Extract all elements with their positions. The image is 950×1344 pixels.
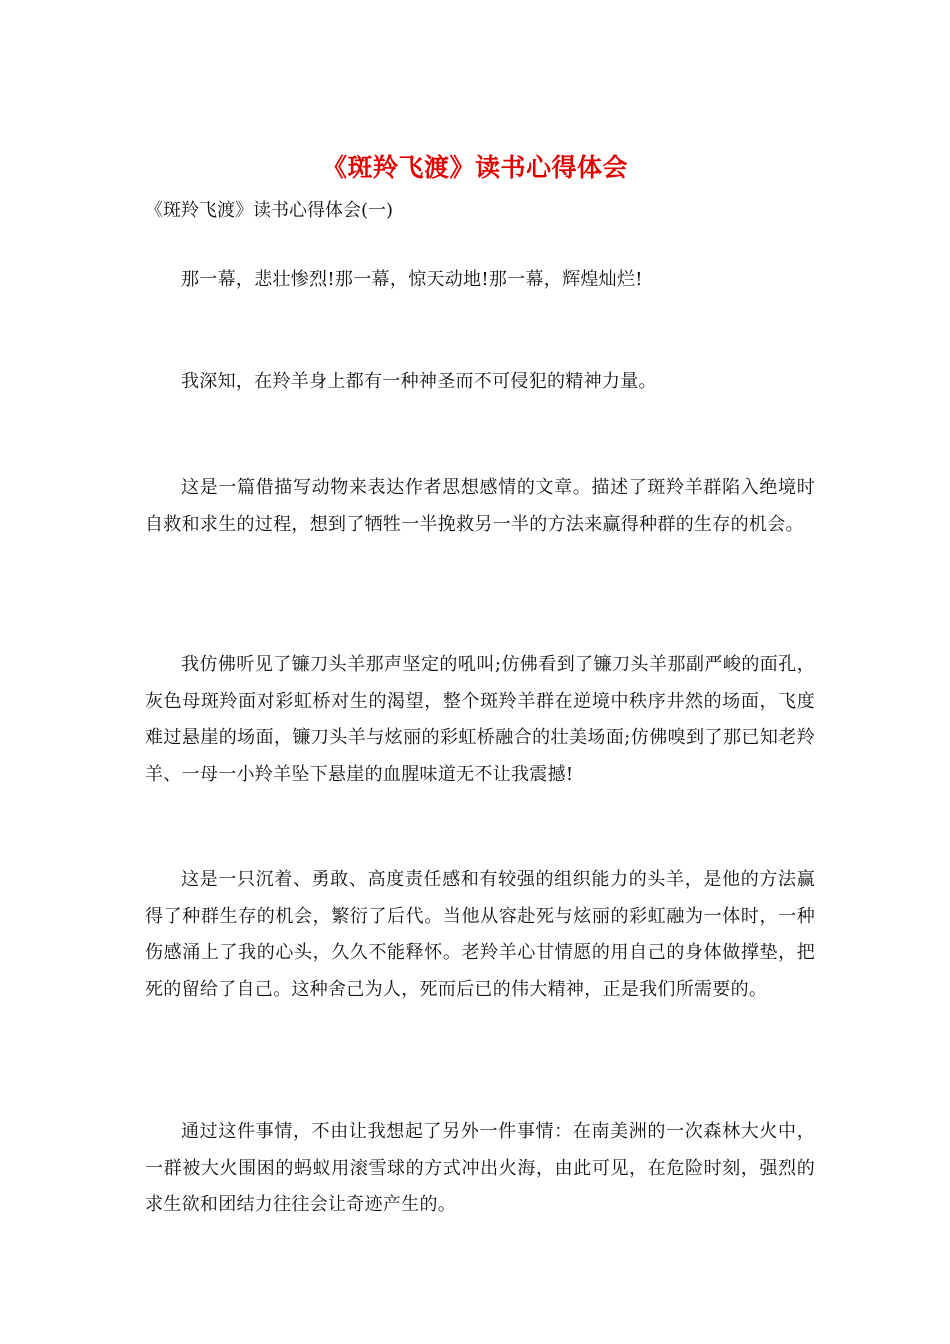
paragraph-4: 我仿佛听见了镰刀头羊那声坚定的吼叫;仿佛看到了镰刀头羊那副严峻的面孔，灰色母斑羚面对彩虹桥对生的渴望，整个斑羚羊群在逆境中秩序井然的场面，飞度难过悬崖的场面，镰刀头羊与炫丽的彩虹桥融合的壮美场面;仿佛嗅到了那已知老羚羊、一母一小羚羊坠下悬崖的血腥味道无不让我震撼!	[145, 654, 815, 785]
paragraph-6: 通过这件事情，不由让我想起了另外一件事情：在南美洲的一次森林大火中，一群被大火围困的蚂蚁用滚雪球的方式冲出火海，由此可见，在危险时刻，强烈的求生欲和团结力往往会让奇迹产生的。	[145, 1121, 815, 1215]
paragraph-1: 那一幕，悲壮惨烈!那一幕，惊天动地!那一幕，辉煌灿烂!	[181, 269, 643, 290]
paragraph-2: 我深知，在羚羊身上都有一种神圣而不可侵犯的精神力量。	[181, 371, 657, 392]
paragraph-3: 这是一篇借描写动物来表达作者思想感情的文章。描述了斑羚羊群陷入绝境时自救和求生的过程，想到了牺牲一半挽救另一半的方法来赢得种群的生存的机会。	[145, 477, 815, 535]
paragraph-5: 这是一只沉着、勇敢、高度责任感和有较强的组织能力的头羊，是他的方法赢得了种群生存的机会，繁衍了后代。当他从容赴死与炫丽的彩虹融为一体时，一种伤感涌上了我的心头，久久不能释怀。老羚羊心甘情愿的用自己的身体做撑垫，把死的留给了自己。这种舍己为人，死而后已的伟大精神，正是我们所需要的。	[145, 869, 815, 1000]
document-subtitle: 《斑羚飞渡》读书心得体会(一)	[145, 200, 394, 221]
document-title: 《斑羚飞渡》读书心得体会	[321, 153, 628, 182]
